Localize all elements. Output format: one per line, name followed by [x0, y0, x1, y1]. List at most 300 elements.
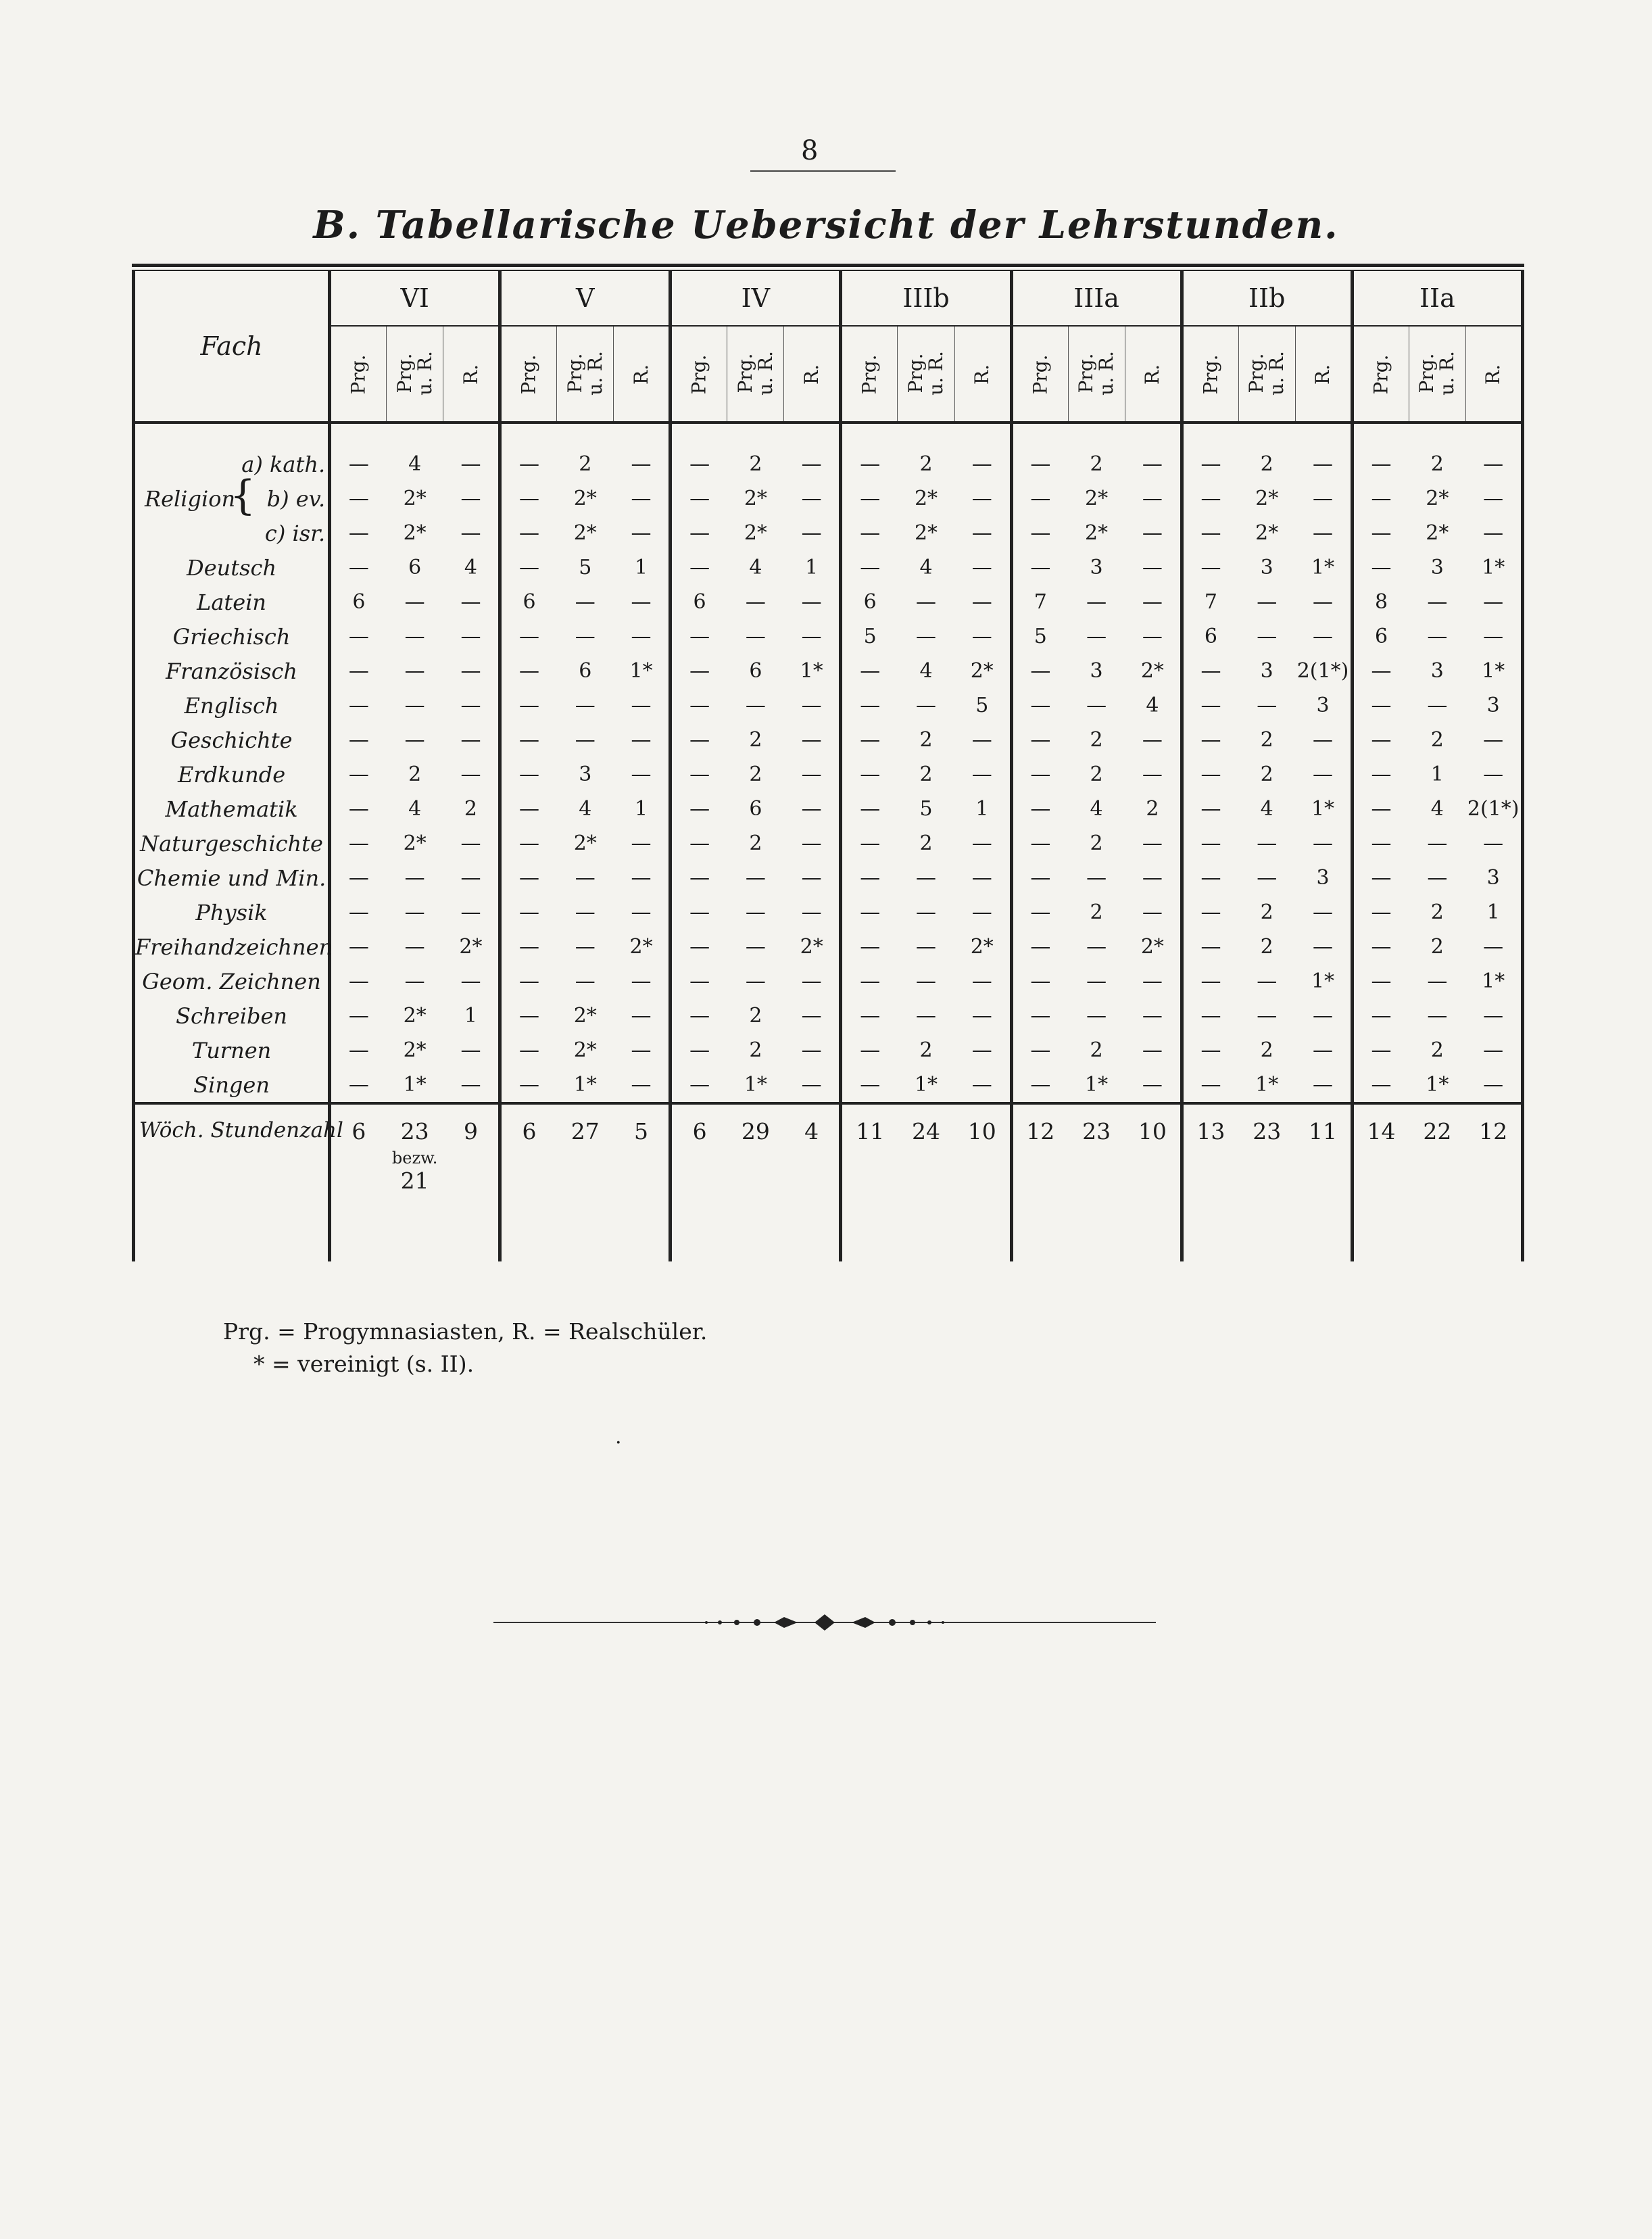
subject-name: Geschichte	[134, 723, 330, 757]
table-cell: 2*	[403, 832, 427, 855]
table-cell: 6	[1182, 619, 1238, 654]
table-cell: —	[500, 895, 557, 930]
table-cell: 2	[1090, 900, 1103, 924]
table-cell: 4	[1430, 797, 1444, 821]
table-cell: 1	[805, 556, 819, 579]
table-cell: —	[404, 728, 425, 752]
table-cell: 2*	[573, 832, 597, 855]
table-cell: 1*	[629, 659, 653, 683]
table-cell: 5	[975, 694, 989, 717]
table-cell: —	[330, 550, 387, 585]
table-cell: 6	[408, 556, 422, 579]
table-cell: —	[915, 969, 936, 993]
table-cell: 1*	[1311, 969, 1335, 993]
table-cell: 6	[841, 585, 898, 619]
table-cell: —	[1142, 1073, 1163, 1097]
table-cell: —	[745, 590, 766, 614]
table-cell: —	[971, 1004, 992, 1028]
table-cell: 4	[579, 797, 592, 821]
table-cell: 2	[919, 1038, 933, 1062]
subject-name: Schreiben	[134, 998, 330, 1033]
subcol-header: Prg.	[500, 326, 557, 423]
table-cell: —	[1427, 694, 1448, 717]
table-cell: 3	[1090, 556, 1103, 579]
table-cell: 4	[1146, 694, 1159, 717]
table-cell: —	[460, 521, 481, 545]
table-cell: —	[1313, 1038, 1333, 1062]
subject-name: a) kath.	[134, 447, 330, 481]
table-row	[134, 619, 1523, 654]
table-cell: 2	[919, 832, 933, 855]
table-cell: —	[1352, 792, 1409, 826]
table-cell: —	[575, 969, 596, 993]
table-cell: 3	[1260, 556, 1273, 579]
table-cell: 7	[1011, 585, 1068, 619]
subcol-header: Prg. u. R.	[557, 326, 614, 423]
table-cell: 2	[749, 832, 762, 855]
table-cell: —	[1011, 516, 1068, 550]
table-cell: —	[631, 900, 652, 924]
table-cell: —	[1352, 1067, 1409, 1103]
table-cell: —	[460, 1073, 481, 1097]
fach-header: Fach	[134, 271, 330, 423]
table-cell: —	[801, 452, 822, 476]
table-cell: 2	[919, 452, 933, 476]
subcol-header: Prg. u. R.	[898, 326, 954, 423]
table-cell: 2	[1430, 728, 1444, 752]
table-cell: —	[330, 757, 387, 792]
weekly-total-cell: 9	[443, 1103, 500, 1194]
weekly-total-cell: 22	[1409, 1103, 1465, 1194]
table-cell: —	[631, 625, 652, 648]
table-cell: —	[330, 826, 387, 861]
weekly-total-cell: 4	[784, 1103, 841, 1194]
table-row	[134, 654, 1523, 688]
table-cell: —	[1011, 792, 1068, 826]
subject-name: Geom. Zeichnen	[134, 964, 330, 998]
table-cell: 1	[975, 797, 989, 821]
table-cell: —	[671, 998, 727, 1033]
table-cell: 3	[1316, 866, 1330, 890]
table-cell: —	[330, 861, 387, 895]
table-cell: —	[1182, 688, 1238, 723]
table-cell: —	[1142, 1004, 1163, 1028]
table-cell: —	[1011, 688, 1068, 723]
table-cell: —	[671, 619, 727, 654]
table-cell: —	[1011, 964, 1068, 998]
table-cell: —	[1142, 728, 1163, 752]
table-cell: 1*	[1465, 964, 1522, 998]
table-cell: —	[1465, 1033, 1522, 1067]
table-cell: —	[460, 866, 481, 890]
group-header-IIIb: IIIb	[841, 271, 1011, 326]
table-cell: —	[841, 723, 898, 757]
table-cell: —	[801, 694, 822, 717]
table-cell: —	[1182, 654, 1238, 688]
table-cell: —	[330, 792, 387, 826]
table-cell: 4	[1090, 797, 1103, 821]
weekly-total-cell: 27	[557, 1103, 614, 1194]
table-cell: —	[1182, 826, 1238, 861]
table-row	[134, 481, 1523, 516]
table-cell: —	[1352, 550, 1409, 585]
table-cell: —	[971, 866, 992, 890]
table-cell: —	[1313, 763, 1333, 786]
weekly-total-cell: 11	[1295, 1103, 1352, 1194]
table-cell: —	[631, 1038, 652, 1062]
table-cell: 3	[1430, 659, 1444, 683]
table-cell: —	[1465, 1067, 1522, 1103]
table-cell: —	[631, 728, 652, 752]
table-cell: —	[460, 969, 481, 993]
table-cell: —	[1352, 826, 1409, 861]
table-cell: —	[801, 866, 822, 890]
table-cell: 2	[1260, 1038, 1273, 1062]
table-cell: —	[841, 1033, 898, 1067]
bezw-value: 21	[400, 1167, 429, 1194]
table-cell: 2	[1260, 900, 1273, 924]
table-cell: —	[745, 866, 766, 890]
table-cell: 1*	[914, 1073, 938, 1097]
group-header-VI: VI	[330, 271, 500, 326]
table-cell: —	[404, 694, 425, 717]
table-cell: —	[841, 1067, 898, 1103]
table-row	[134, 895, 1523, 930]
table-cell: —	[1182, 1033, 1238, 1067]
subject-name: Freihandzeichnen	[134, 930, 330, 964]
table-cell: —	[1465, 998, 1522, 1033]
weekly-total-cell: 11	[841, 1103, 898, 1194]
table-cell: —	[1086, 625, 1107, 648]
table-cell: 2	[749, 763, 762, 786]
table-cell: —	[1011, 481, 1068, 516]
table-cell: —	[500, 481, 557, 516]
ornament-divider-icon	[493, 1609, 1156, 1636]
subcol-header: R.	[954, 326, 1011, 423]
table-cell: 2*	[573, 1004, 597, 1028]
table-cell: —	[631, 1073, 652, 1097]
subject-name: c) isr.	[134, 516, 330, 550]
table-cell: 5	[579, 556, 592, 579]
table-cell: —	[1465, 826, 1522, 861]
table-cell: —	[631, 969, 652, 993]
table-cell: —	[1086, 694, 1107, 717]
table-cell: —	[971, 763, 992, 786]
table-cell: 6	[749, 797, 762, 821]
subject-name: Religion { b) ev.	[134, 481, 330, 516]
subcol-header: Prg. u. R.	[387, 326, 443, 423]
table-cell: 2	[464, 797, 477, 821]
table-cell: —	[1142, 487, 1163, 510]
table-cell: —	[330, 930, 387, 964]
table-cell: —	[841, 550, 898, 585]
table-cell: —	[1086, 935, 1107, 959]
subject-name: Griechisch	[134, 619, 330, 654]
legend-asterisk: * = vereinigt (s. II).	[253, 1351, 475, 1377]
weekly-total-cell: 12	[1465, 1103, 1522, 1194]
subcol-header: R.	[1125, 326, 1182, 423]
table-cell: —	[971, 521, 992, 545]
table-cell: —	[971, 556, 992, 579]
weekly-total-cell: 23	[1068, 1103, 1125, 1194]
table-cell: —	[1352, 998, 1409, 1033]
table-cell: —	[631, 487, 652, 510]
table-cell: —	[500, 688, 557, 723]
table-cell: —	[631, 694, 652, 717]
table-cell: —	[801, 521, 822, 545]
table-cell: —	[500, 723, 557, 757]
table-cell: 2	[1260, 935, 1273, 959]
table-cell: 2	[1090, 763, 1103, 786]
table-cell: —	[575, 728, 596, 752]
table-cell: —	[575, 935, 596, 959]
table-cell: —	[1011, 723, 1068, 757]
table-cell: —	[671, 826, 727, 861]
table-cell: —	[460, 1038, 481, 1062]
table-cell: —	[1142, 763, 1163, 786]
table-cell: —	[801, 487, 822, 510]
table-cell: 2*	[744, 521, 767, 545]
subject-name: Mathematik	[134, 792, 330, 826]
table-cell: —	[1352, 447, 1409, 481]
table-cell: 2	[919, 763, 933, 786]
table-cell: —	[1313, 590, 1333, 614]
table-cell: —	[631, 590, 652, 614]
table-cell: —	[1182, 447, 1238, 481]
table-cell: —	[1352, 654, 1409, 688]
table-cell: 2(1*)	[1465, 792, 1522, 826]
table-cell: —	[1427, 590, 1448, 614]
subcol-header: Prg. u. R.	[727, 326, 784, 423]
table-cell: —	[841, 447, 898, 481]
table-cell: —	[631, 832, 652, 855]
table-cell: —	[671, 1067, 727, 1103]
table-cell: —	[1011, 1033, 1068, 1067]
table-cell: —	[841, 930, 898, 964]
table-cell: —	[915, 935, 936, 959]
page-number-rule	[750, 170, 896, 172]
table-cell: 4	[408, 452, 422, 476]
table-cell: —	[404, 590, 425, 614]
subcol-header: R.	[614, 326, 671, 423]
table-cell: —	[1011, 654, 1068, 688]
table-cell: —	[500, 826, 557, 861]
table-cell: —	[1182, 550, 1238, 585]
table-cell: —	[971, 900, 992, 924]
table-bottom-spacer	[134, 1194, 1523, 1261]
table-cell: 2	[1260, 763, 1273, 786]
group-header-V: V	[500, 271, 671, 326]
table-cell: —	[1313, 521, 1333, 545]
weekly-total-row	[134, 1103, 1523, 1194]
table-cell: —	[1142, 625, 1163, 648]
table-cell: —	[1257, 590, 1278, 614]
table-cell: —	[971, 969, 992, 993]
table-cell: —	[971, 832, 992, 855]
table-cell: —	[841, 998, 898, 1033]
table-cell: 2*	[914, 487, 938, 510]
table-cell: —	[500, 550, 557, 585]
table-cell: —	[1011, 895, 1068, 930]
table-cell: 2	[1090, 1038, 1103, 1062]
table-row	[134, 826, 1523, 861]
weekly-total-cell: 13	[1182, 1103, 1238, 1194]
table-cell: —	[1142, 521, 1163, 545]
subcol-header-row	[134, 326, 1523, 423]
table-cell: —	[1011, 998, 1068, 1033]
table-cell: —	[671, 688, 727, 723]
table-cell: —	[1257, 625, 1278, 648]
table-cell: —	[330, 895, 387, 930]
table-cell: 1*	[1311, 797, 1335, 821]
table-cell: 2*	[403, 1004, 427, 1028]
table-cell: 2	[1430, 935, 1444, 959]
table-cell: —	[1313, 1004, 1333, 1028]
table-cell: 2(1*)	[1296, 659, 1349, 683]
table-cell: —	[1182, 723, 1238, 757]
table-cell: —	[1427, 866, 1448, 890]
table-cell: 2	[1090, 832, 1103, 855]
table-cell: 2	[749, 452, 762, 476]
weekly-total-cell: 23 bezw. 21	[387, 1103, 443, 1194]
table-cell: —	[841, 964, 898, 998]
table-cell: —	[460, 452, 481, 476]
table-cell: —	[915, 900, 936, 924]
table-cell: 1*	[744, 1073, 767, 1097]
weekly-total-cell: 10	[1125, 1103, 1182, 1194]
table-cell: —	[1352, 757, 1409, 792]
subcol-header: Prg.	[330, 326, 387, 423]
table-cell: —	[575, 625, 596, 648]
table-cell: —	[915, 590, 936, 614]
table-cell: 3	[1465, 861, 1522, 895]
table-cell: —	[1257, 694, 1278, 717]
table-cell: —	[330, 1033, 387, 1067]
subject-name: Englisch	[134, 688, 330, 723]
table-cell: —	[330, 723, 387, 757]
table-cell: —	[500, 516, 557, 550]
weekly-total-cell: 5	[614, 1103, 671, 1194]
subcol-header: Prg.	[671, 326, 727, 423]
table-cell: 6	[1352, 619, 1409, 654]
table-cell: —	[1142, 832, 1163, 855]
table-cell: —	[404, 935, 425, 959]
table-cell: —	[1352, 895, 1409, 930]
subcol-header: Prg. u. R.	[1409, 326, 1465, 423]
table-cell: —	[1427, 625, 1448, 648]
table-row	[134, 585, 1523, 619]
table-cell: —	[460, 487, 481, 510]
table-cell: —	[971, 625, 992, 648]
group-header-row	[134, 271, 1523, 326]
table-cell: —	[1352, 516, 1409, 550]
table-cell: —	[801, 1004, 822, 1028]
table-cell: 2	[579, 452, 592, 476]
table-cell: —	[1011, 930, 1068, 964]
table-cell: 4	[408, 797, 422, 821]
table-cell: —	[1313, 935, 1333, 959]
table-cell: 3	[1090, 659, 1103, 683]
lehrstunden-table-wrapper	[132, 264, 1524, 1261]
table-cell: —	[671, 757, 727, 792]
table-cell: 2	[919, 728, 933, 752]
table-cell: —	[801, 1038, 822, 1062]
table-cell: —	[1465, 447, 1522, 481]
table-cell: 2*	[1426, 487, 1449, 510]
weekly-total-cell: 6	[671, 1103, 727, 1194]
table-cell: —	[1011, 1067, 1068, 1103]
table-cell: —	[1182, 895, 1238, 930]
table-cell: —	[1011, 550, 1068, 585]
table-cell: —	[915, 1004, 936, 1028]
table-cell: —	[1352, 964, 1409, 998]
table-cell: —	[330, 447, 387, 481]
table-cell: 1*	[1465, 654, 1522, 688]
table-cell: —	[1182, 998, 1238, 1033]
table-cell: 2*	[970, 935, 994, 959]
table-cell: 2	[1260, 452, 1273, 476]
table-row	[134, 447, 1523, 481]
table-cell: —	[631, 1004, 652, 1028]
group-header-IIa: IIa	[1352, 271, 1522, 326]
table-cell: —	[671, 723, 727, 757]
table-cell: 2	[1090, 728, 1103, 752]
table-cell: —	[330, 688, 387, 723]
table-cell: —	[745, 900, 766, 924]
table-cell: —	[841, 654, 898, 688]
table-cell: —	[500, 619, 557, 654]
table-cell: —	[631, 763, 652, 786]
weekly-total-cell: 14	[1352, 1103, 1409, 1194]
table-cell: 2*	[629, 935, 653, 959]
table-row	[134, 930, 1523, 964]
table-cell: —	[1182, 757, 1238, 792]
table-cell: —	[915, 694, 936, 717]
table-cell: 3	[579, 763, 592, 786]
table-cell: —	[1182, 516, 1238, 550]
table-cell: 2*	[573, 487, 597, 510]
table-cell: —	[330, 619, 387, 654]
table-cell: —	[460, 728, 481, 752]
table-cell: —	[1182, 930, 1238, 964]
table-cell: —	[801, 969, 822, 993]
table-cell: —	[671, 792, 727, 826]
table-cell: —	[1352, 861, 1409, 895]
table-row	[134, 998, 1523, 1033]
table-cell: —	[1465, 516, 1522, 550]
table-cell: 3	[1465, 688, 1522, 723]
table-row	[134, 723, 1523, 757]
table-cell: —	[1182, 481, 1238, 516]
subcol-header: Prg.	[1182, 326, 1238, 423]
table-cell: —	[915, 866, 936, 890]
table-cell: —	[404, 969, 425, 993]
table-cell: —	[1182, 861, 1238, 895]
subject-name: Französisch	[134, 654, 330, 688]
table-cell: —	[1465, 619, 1522, 654]
table-cell: 1*	[1465, 550, 1522, 585]
table-cell: —	[1182, 964, 1238, 998]
weekly-total-cell: 6	[330, 1103, 387, 1194]
table-cell: 4	[749, 556, 762, 579]
table-cell: 2*	[1255, 487, 1279, 510]
table-cell: 2	[1430, 452, 1444, 476]
table-cell: —	[801, 1073, 822, 1097]
table-cell: 1	[1430, 763, 1444, 786]
table-row	[134, 792, 1523, 826]
table-cell: —	[1086, 1004, 1107, 1028]
table-cell: —	[1086, 866, 1107, 890]
